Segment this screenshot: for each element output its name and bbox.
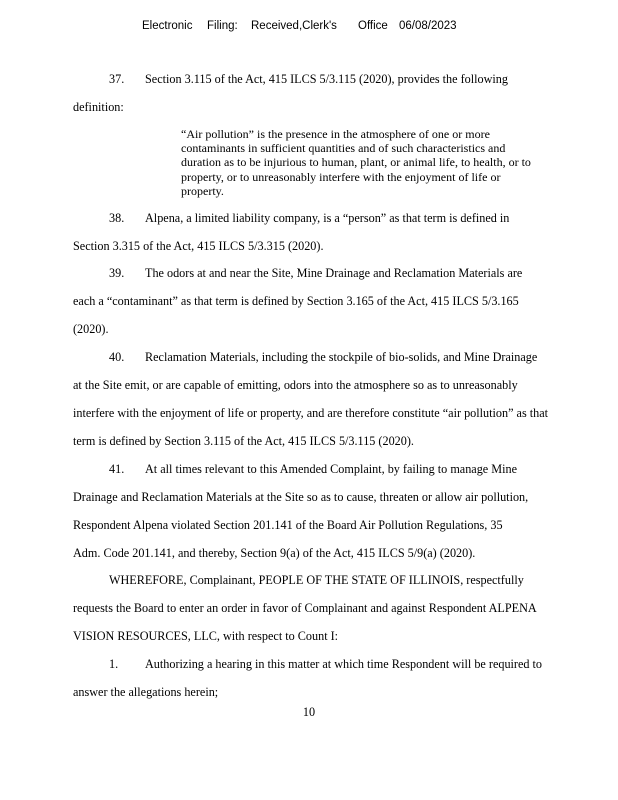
quote-line: property. bbox=[181, 183, 224, 198]
text-line: Drainage and Reclamation Materials at the Site so as to cause, threaten or allow air pollution, bbox=[73, 490, 529, 504]
paragraph-number: 38. bbox=[109, 211, 125, 225]
text-line: Section 3.315 of the Act, 415 ILCS 5/3.315 (2020). bbox=[73, 239, 324, 253]
text-line: Section 3.115 of the Act, 415 ILCS 5/3.115 (2020), provides the following bbox=[145, 72, 508, 86]
header-filing: Filing: bbox=[207, 20, 238, 32]
text-line: Alpena, a limited liability company, is a “person” as that term is defined in bbox=[145, 211, 510, 225]
paragraph-number: 37. bbox=[109, 72, 125, 86]
paragraph-number: 39. bbox=[109, 266, 125, 280]
header-date: 06/08/2023 bbox=[399, 20, 457, 32]
header-office: Office bbox=[358, 20, 388, 32]
text-line: Respondent Alpena violated Section 201.141 of the Board Air Pollution Regulations, 35 bbox=[73, 518, 503, 532]
text-line: definition: bbox=[73, 100, 124, 114]
text-line: WHEREFORE, Complainant, PEOPLE OF THE STATE OF ILLINOIS, respectfully bbox=[109, 573, 524, 587]
page-number: 10 bbox=[302, 705, 316, 719]
block-quote bbox=[181, 127, 561, 198]
text-line: At all times relevant to this Amended Complaint, by failing to manage Mine bbox=[145, 462, 517, 476]
text-line: (2020). bbox=[73, 322, 109, 336]
item-number: 1. bbox=[109, 657, 119, 671]
quote-line: duration as to be injurious to human, plant, or animal life, to health, or to bbox=[181, 155, 531, 170]
header-received: Received,Clerk's bbox=[251, 20, 337, 32]
text-line: VISION RESOURCES, LLC, with respect to Count I: bbox=[73, 629, 339, 643]
paragraph-number: 40. bbox=[109, 350, 125, 364]
text-line: term is defined by Section 3.115 of the Act, 415 ILCS 5/3.115 (2020). bbox=[73, 434, 414, 448]
quote-line: contaminants in sufficient quantities and of such characteristics and bbox=[181, 141, 506, 156]
text-line: Reclamation Materials, including the stockpile of bio-solids, and Mine Drainage bbox=[145, 350, 538, 364]
text-line: requests the Board to enter an order in favor of Complainant and against Respondent ALPENA bbox=[73, 601, 537, 615]
text-line: each a “contaminant” as that term is defined by Section 3.165 of the Act, 415 ILCS 5/3.165 bbox=[73, 294, 519, 308]
paragraph-number: 41. bbox=[109, 462, 125, 476]
quote-line: property, or to unreasonably interfere with the enjoyment of life or bbox=[181, 169, 501, 184]
header-electronic: Electronic bbox=[142, 20, 193, 32]
text-line: interfere with the enjoyment of life or property, and are therefore constitute “air pollution” as that bbox=[73, 406, 549, 420]
quote-line: “Air pollution” is the presence in the atmosphere of one or more bbox=[181, 127, 490, 141]
text-line: The odors at and near the Site, Mine Drainage and Reclamation Materials are bbox=[145, 266, 523, 280]
text-line: Authorizing a hearing in this matter at which time Respondent will be required to bbox=[145, 657, 543, 671]
text-line: Adm. Code 201.141, and thereby, Section 9(a) of the Act, 415 ILCS 5/9(a) (2020). bbox=[73, 546, 476, 560]
text-line: answer the allegations herein; bbox=[73, 685, 219, 699]
text-line: at the Site emit, or are capable of emitting, odors into the atmosphere so as to unreasonably bbox=[73, 378, 518, 392]
